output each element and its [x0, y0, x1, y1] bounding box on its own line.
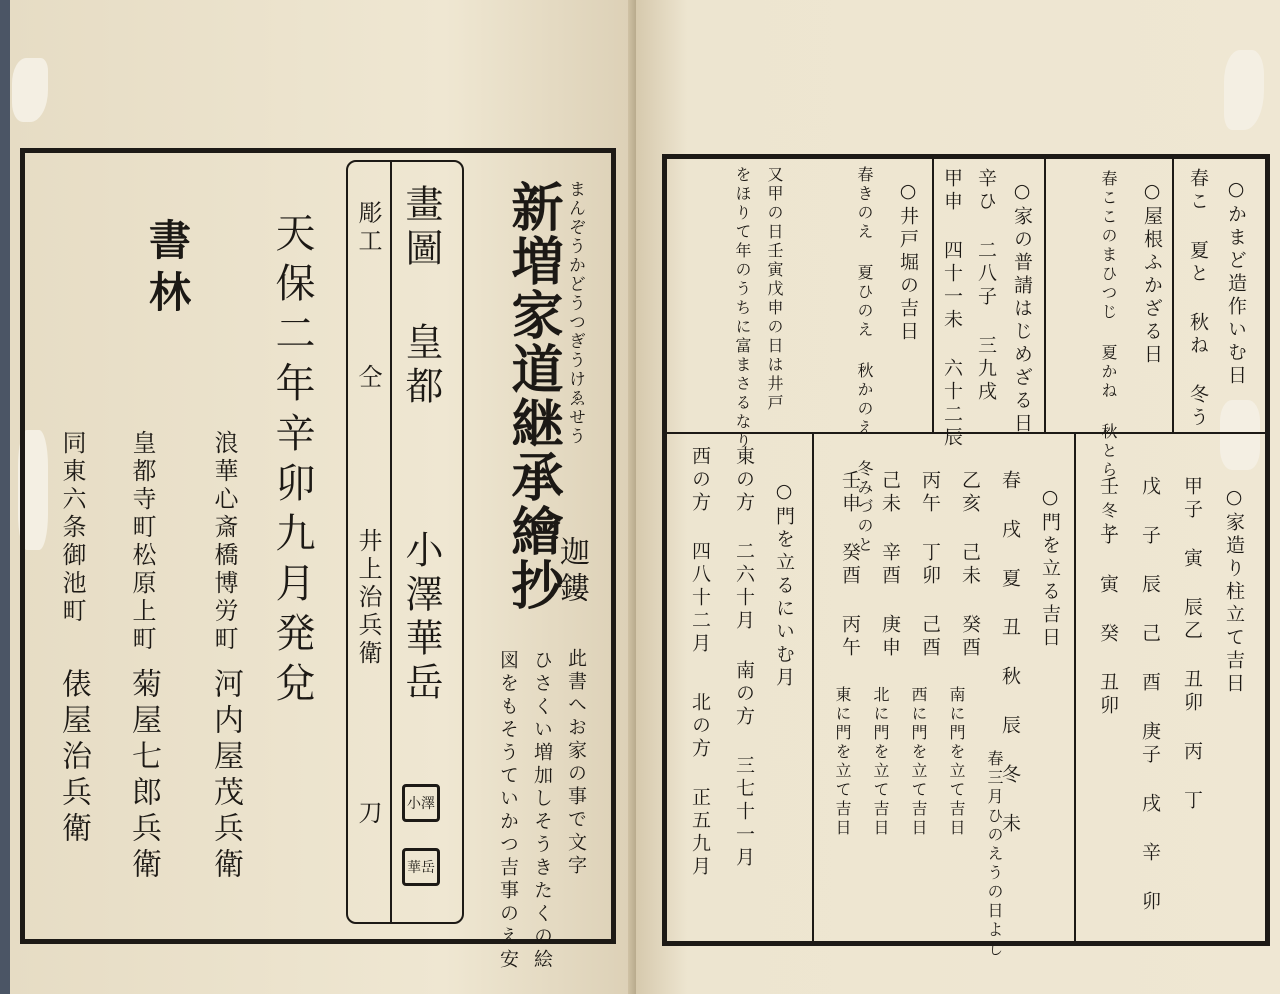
table-heading: ○屋根ふかざる日: [1141, 180, 1163, 367]
table-entry: 壬申 癸酉 丙午: [839, 470, 861, 660]
column-divider: [1172, 158, 1174, 432]
table-heading: ○門を立る吉日: [1039, 486, 1061, 650]
table-note: 又甲の日壬寅戊申の日は井戸: [765, 166, 784, 413]
table-note: をほりて年のうちに富まさるなり: [733, 166, 752, 451]
preface-line-1: 此書へお家の事で文字: [565, 648, 587, 878]
publisher-place: 浪華心斎橋博労町: [210, 430, 238, 654]
artist-name: 小澤華岳: [399, 530, 443, 706]
preface-line-2: ひさくい増加しそうきたくの絵: [531, 650, 553, 972]
table-entry: 南に門を立て吉日: [947, 686, 966, 838]
table-entry: 春きのえ 夏ひのえ 秋かのえ 冬みづのと: [855, 166, 874, 555]
credits-divider: [390, 162, 392, 922]
table-heading: ○門を立るにいむ月: [773, 480, 795, 690]
table-heading: ○井戸堀の吉日: [897, 180, 919, 344]
carver-place: 仝: [354, 364, 382, 392]
table-entry: 春 戌 夏 丑 秋 辰 冬 未: [999, 470, 1021, 836]
column-divider: [1074, 434, 1076, 942]
publisher-name: 菊屋七郎兵衛: [126, 668, 161, 884]
table-entry: 北の方 正五九月: [689, 692, 711, 879]
table-entry: 東に門を立て吉日: [833, 686, 852, 838]
table-entry: 乙亥 己未 癸酉: [959, 470, 981, 660]
publisher-name: 河内屋茂兵衛: [208, 668, 243, 884]
artist-seal: [402, 784, 440, 822]
publisher-name: 俵屋治兵衛: [56, 668, 91, 848]
carver-name: 井上治兵衛: [354, 528, 382, 668]
table-entry: 春ここのまひつじ 夏かね 秋とら 冬ヒ: [1099, 170, 1118, 540]
table-entry: 春こ 夏と 秋ね 冬う: [1187, 168, 1209, 430]
table-heading: ○家の普請はじめざる日: [1011, 180, 1033, 436]
artist-seal-text: 華岳: [407, 860, 435, 876]
artist-place: 皇都: [399, 322, 443, 410]
table-entry: 西の方 四八十二月: [689, 446, 711, 656]
title-suffix: 迦鏤: [554, 536, 589, 608]
table-entry: 丙午 丁卯 己酉: [919, 470, 941, 660]
table-entry: 東の方 二六十月: [733, 446, 755, 633]
book-edge: [0, 0, 10, 994]
paper-tear: [1224, 50, 1264, 130]
table-heading: ○家造り柱立て吉日: [1223, 486, 1245, 696]
table-entry: 北に門を立て吉日: [871, 686, 890, 838]
publisher-place: 皇都寺町松原上町: [128, 430, 156, 654]
carver-suffix: 刀: [354, 800, 382, 828]
column-divider: [932, 158, 934, 432]
table-entry: 己未 辛酉 庚申: [879, 470, 901, 660]
table-divider: [666, 432, 1266, 434]
paper-tear: [12, 58, 48, 122]
title-reading: まんぞうかどうつぎうけゑせう: [565, 180, 585, 446]
table-entry: 南の方 三七十一月: [733, 660, 755, 870]
table-entry: 辛ひ 二八子 三九戌: [975, 168, 997, 404]
table-heading: ○かまど造作いむ日: [1225, 178, 1247, 388]
carver-role: 彫工: [354, 200, 382, 256]
artist-seal-text: 小澤: [407, 796, 435, 812]
publication-date: 天保二年辛卯九月発兌: [269, 212, 315, 712]
table-entry: 西に門を立て吉日: [909, 686, 928, 838]
artist-seal: [402, 848, 440, 886]
book-title: 新増家道継承繪抄: [502, 180, 563, 612]
artist-role: 畫圖: [399, 184, 443, 272]
table-entry: 壬 子 寅 癸 丑卯: [1097, 476, 1119, 718]
table-note: 春三月ひのえうの日よし: [985, 750, 1004, 959]
publisher-place: 同東六条御池町: [58, 430, 86, 626]
right-page: [636, 0, 1280, 994]
table-entry: 甲申 四十一未 六十二辰: [941, 168, 963, 450]
left-page: [0, 0, 636, 994]
column-divider: [812, 434, 814, 942]
table-entry: 戊 子 辰 己 酉 庚子 戌 辛 卯: [1139, 476, 1161, 914]
preface-line-3: 図をもそうていかつ吉事のえ安: [497, 650, 519, 972]
table-entry: 甲子 寅 辰乙 丑卯 丙 丁: [1181, 476, 1203, 813]
column-divider: [1044, 158, 1046, 432]
publisher-heading: 書林: [143, 218, 192, 322]
